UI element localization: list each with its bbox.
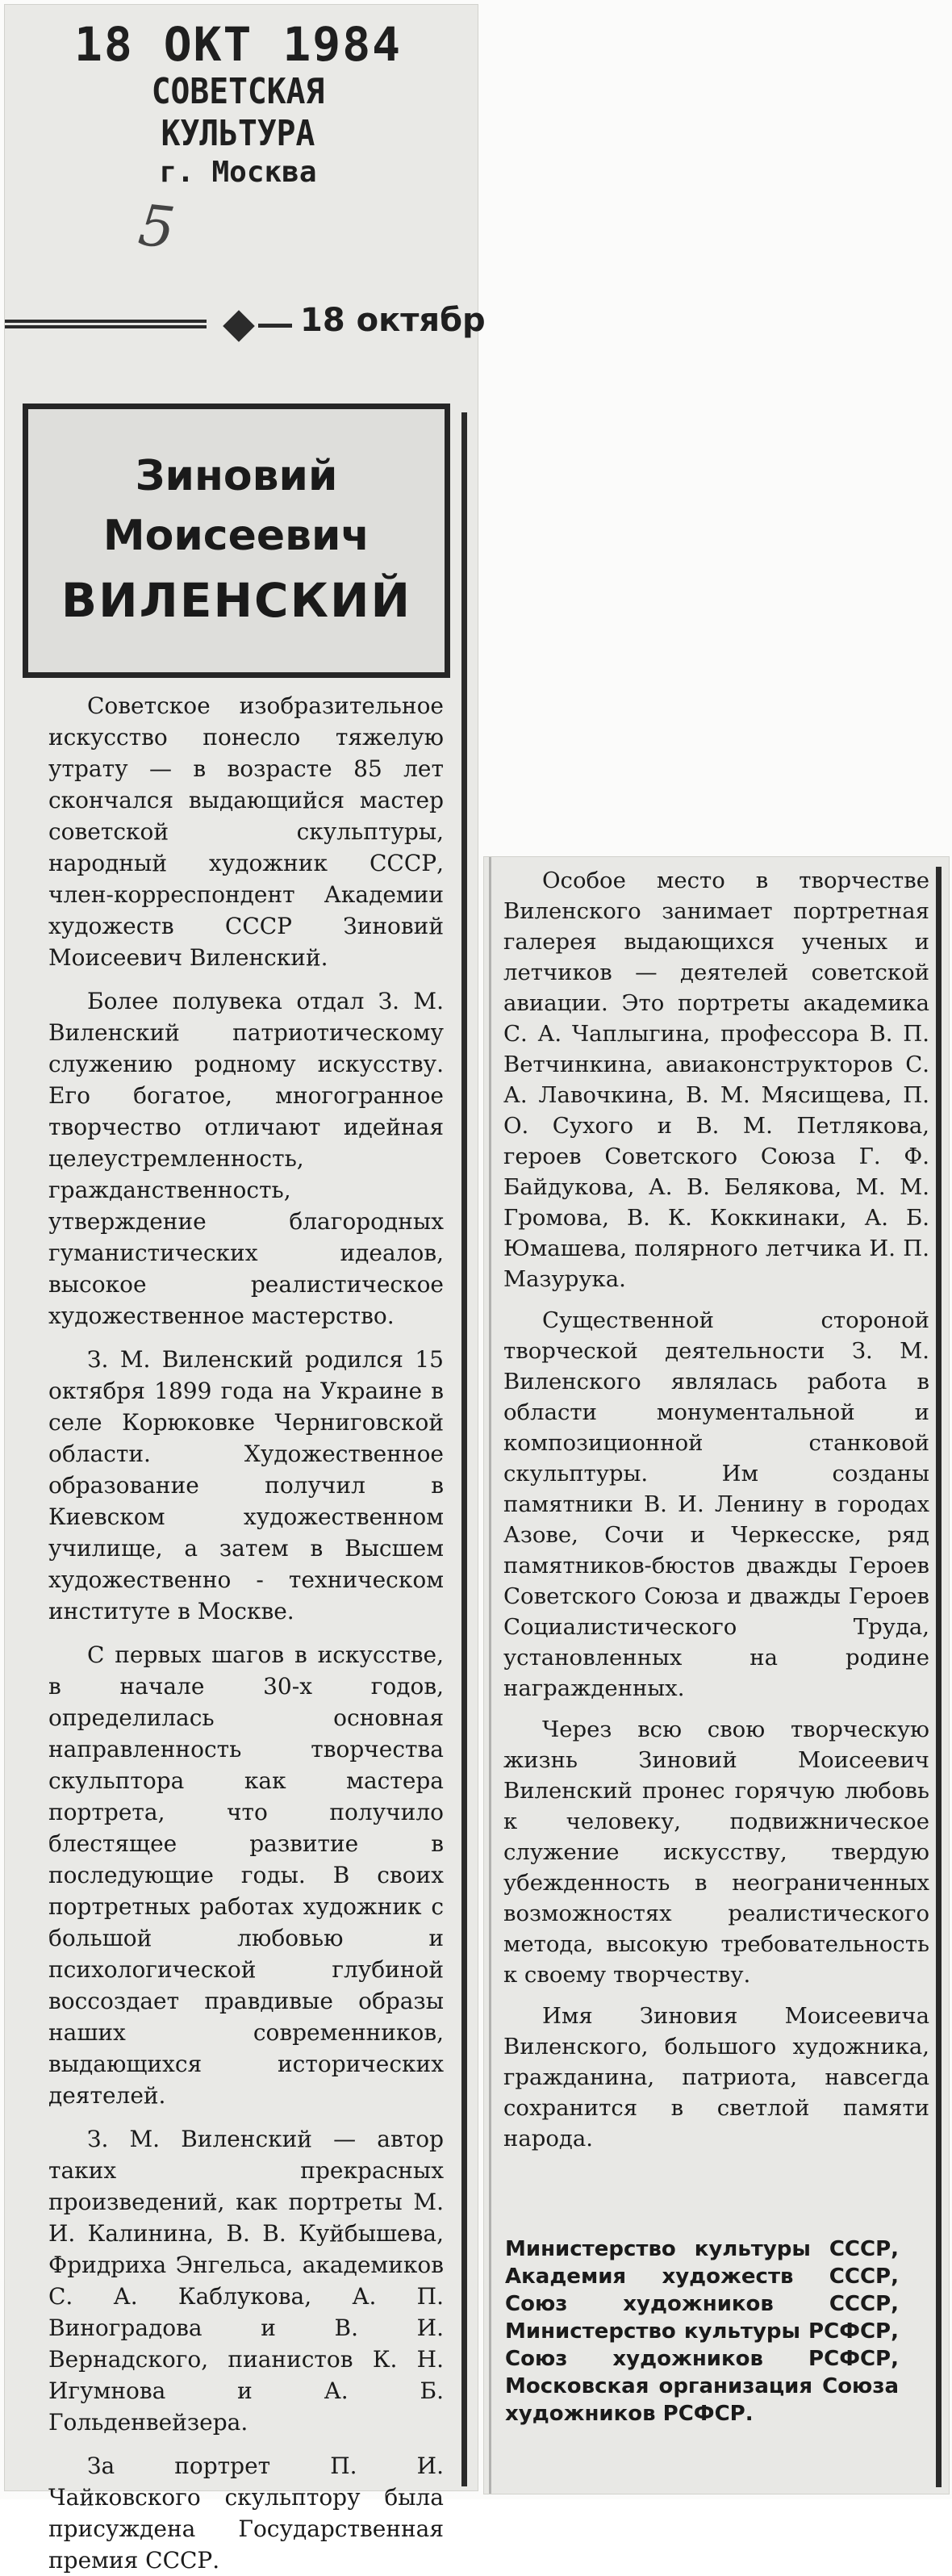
paragraph: За портрет П. И. Чайковского скульптору была присуждена Государственная премия СССР. bbox=[48, 2453, 444, 2574]
paragraph: С первых шагов в искусстве, в начале 30-х годов, определилась основная направленность творчества скульптора как мастера портрета, что получило блестящее развитие в последующие годы. В своих портретных работах художник с большой любовью и психологической глубиной воссоздает правдивые образы наших современников, выдающихся исторических деятелей. bbox=[48, 1641, 444, 2109]
dateline-row bbox=[5, 300, 486, 349]
paragraph: Советское изобразительное искусство понесло тяжелую утрату — в возрасте 85 лет скончался выдающийся мастер советской скульптуры, народный художник СССР, член-корреспондент Академии художеств СССР Зиновий Моисеевич Виленский. bbox=[48, 692, 444, 971]
archive-stamp bbox=[48, 18, 428, 190]
signatories: Министерство культуры СССР, Академия художеств СССР, Союз художников СССР, Министерство культуры РСФСР, Союз художников РСФСР, Московская организация Союза художников РСФСР. bbox=[505, 2237, 899, 2426]
paragraph: З. М. Виленский родился 15 октября 1899 года на Украине в селе Корюковке Черниговской области. Художественное образование получил в Киевском художественном училище, а затем в Высшем художественно - техническом институте в Москве. bbox=[48, 1346, 444, 1625]
stamp-date: 18 ОКТ 1984 bbox=[73, 17, 403, 72]
paragraph: Более полувека отдал З. М. Виленский патриотическому служению родному искусству. Его богатое, многогранное творчество отличают идейная целеустремленность, гражданственность, утверждение благородных гуманистических идеалов, высокое реалистическое художественное мастерство. bbox=[48, 988, 444, 1329]
headline-surname: ВИЛЕНСКИЙ bbox=[61, 573, 412, 628]
article-right-column bbox=[503, 865, 929, 2164]
column-rule-right bbox=[936, 867, 942, 2487]
headline-patronymic: Моисеевич bbox=[102, 512, 370, 560]
handwritten-mark: 5 bbox=[135, 191, 178, 262]
dateline-rule bbox=[5, 320, 207, 331]
paragraph: Имя Зиновия Моисеевича Виленского, большого художника, гражданина, патриота, навсегда сохранится в светлой памяти народа. bbox=[503, 2003, 929, 2152]
paragraph: Существенной стороной творческой деятельности З. М. Виленского являлась работа в области монументальной и композиционной станковой скульптуры. Им созданы памятники В. И. Ленину в городах Азове, Сочи и Черкесске, ряд памятников-бюстов дважды Героев Советского Союза и дважды Героев Социалистического Труда, установленных на родине награжденных. bbox=[503, 1307, 929, 1701]
column-rule-left bbox=[461, 412, 467, 2486]
dateline-diamond-icon bbox=[223, 310, 255, 342]
stamp-city: г. Москва bbox=[159, 156, 317, 189]
article-left-column bbox=[48, 690, 444, 2576]
clipping-edge bbox=[489, 857, 491, 2494]
headline-box bbox=[23, 404, 450, 678]
dateline-rule-short bbox=[258, 324, 292, 328]
headline-first-name: Зиновий bbox=[135, 452, 338, 500]
paragraph: Через всю свою творческую жизнь Зиновий Моисеевич Виленский пронес горячую любовь к человеку, подвижническое служение искусству, твердую убежденность в неограниченных возможностях реалистического метода, высокую требовательность к своему творчеству. bbox=[503, 1717, 929, 1988]
paragraph: Особое место в творчестве Виленского занимает портретная галерея выдающихся ученых и летчиков — деятелей советской авиации. Это портреты академика С. А. Чаплыгина, профессора В. П. Ветчинкина, авиаконструкторов С. А. Лавочкина, В. М. Мясищева, П. О. Сухого и В. М. Петлякова, героев Советского Союза Г. Ф. Байдукова, А. В. Белякова, М. М. Громова, В. К. Коккинаки, А. Б. Юмашева, полярного летчика И. П. Мазурука. bbox=[503, 868, 929, 1292]
paragraph: З. М. Виленский — автор таких прекрасных произведений, как портреты М. И. Калинина, В. В. Куйбышева, Фридриха Энгельса, академиков С. А. Каблукова, А. П. Виноградова и В. И. Вернадского, пианистов К. Н. Игумнова и А. Б. Гольденвейзера. bbox=[48, 2126, 444, 2436]
dateline-text: 18 октябр bbox=[300, 302, 486, 339]
stamp-newspaper: СОВЕТСКАЯ КУЛЬТУРА bbox=[151, 71, 325, 154]
